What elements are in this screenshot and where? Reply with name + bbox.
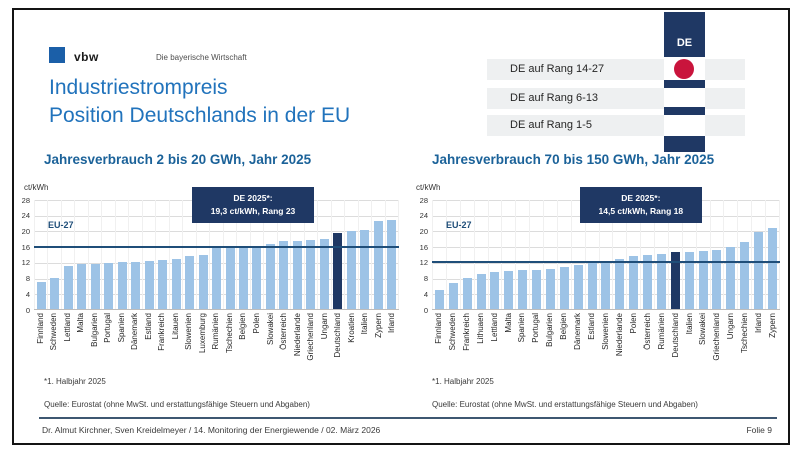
x-label-slot [156, 313, 170, 381]
x-label-slot [115, 313, 129, 381]
bar [546, 269, 555, 309]
bar [360, 230, 369, 309]
x-axis-label: Schweden [447, 313, 457, 351]
bar [306, 240, 315, 309]
x-label-slot [345, 313, 359, 381]
y-tick-label: 4 [25, 289, 30, 299]
x-axis-label: Schweden [49, 313, 59, 351]
bar-slot [558, 200, 572, 309]
bar-slot [75, 200, 88, 309]
x-axis-label: Tschechien [224, 313, 234, 354]
x-label-slot [752, 313, 766, 381]
rank-column-separator [664, 80, 705, 88]
bar-slot [62, 200, 75, 309]
bar [226, 247, 235, 309]
bar-slot [489, 200, 503, 309]
x-axis-label: Italien [360, 313, 370, 335]
rank-row-14-27: DE auf Rang 14-27 [487, 59, 745, 80]
x-label-slot [641, 313, 655, 381]
y-tick-label: 12 [419, 258, 428, 268]
x-axis-label: Zypern [373, 313, 383, 338]
bar-slot [116, 200, 129, 309]
x-axis-label: Malta [76, 313, 86, 333]
bar-slot [318, 200, 331, 309]
de-annotation-box [192, 187, 314, 223]
x-label-slot [88, 313, 102, 381]
x-axis-label: Ungarn [319, 313, 329, 340]
x-axis-label: Irland [387, 313, 397, 334]
x-axis-label: Lettland [62, 313, 72, 342]
x-label-slot [474, 313, 488, 381]
x-label-slot [516, 313, 530, 381]
y-axis-ticks [14, 195, 30, 315]
bar [449, 283, 458, 309]
bar [629, 256, 638, 309]
bar-slot [372, 200, 385, 309]
bar [374, 221, 383, 309]
bar-slot [386, 200, 399, 309]
bar [212, 247, 221, 309]
x-label-slot [291, 313, 305, 381]
bar [50, 278, 59, 309]
x-axis-label: Malta [503, 313, 513, 333]
bar [740, 242, 749, 309]
logo-brand: vbw [74, 50, 99, 64]
bar [560, 267, 569, 309]
x-label-slot [75, 313, 89, 381]
rank-column-header: DE [664, 12, 705, 57]
bar [199, 255, 208, 309]
bar [91, 264, 100, 309]
x-label-slot [142, 313, 156, 381]
x-axis-labels [432, 313, 780, 381]
x-axis-label: Österreich [642, 313, 652, 350]
vbw-logo-icon [49, 47, 65, 63]
chart-source: Quelle: Eurostat (ohne MwSt. und erstattungsfähige Steuern und Abgaben) [44, 400, 310, 409]
bar-slot [359, 200, 372, 309]
footer-divider [39, 417, 777, 419]
x-axis-labels [34, 313, 399, 381]
bar [252, 246, 261, 309]
x-axis-label: Niederlande [292, 313, 302, 357]
x-axis-label: Rumänien [211, 313, 221, 350]
bar-slot [129, 200, 142, 309]
x-label-slot [223, 313, 237, 381]
bar-slot [530, 200, 544, 309]
bar [615, 259, 624, 309]
x-axis-label: Slowenien [601, 313, 611, 350]
x-axis-label: Belgien [238, 313, 248, 340]
x-label-slot [48, 313, 62, 381]
bar [279, 241, 288, 309]
eu27-label: EU-27 [48, 220, 74, 230]
title-line-2: Position Deutschlands in der EU [49, 104, 351, 127]
x-label-slot [446, 313, 460, 381]
x-label-slot [129, 313, 143, 381]
bar [64, 266, 73, 309]
x-axis-label: Lettland [489, 313, 499, 342]
plot-area [34, 193, 399, 310]
x-axis-label: Finnland [35, 313, 45, 344]
bar-slot [143, 200, 156, 309]
x-label-slot [502, 313, 516, 381]
bar [387, 220, 396, 309]
bar [239, 246, 248, 309]
x-axis-label: Litauen [170, 313, 180, 340]
x-axis-label: Spanien [116, 313, 126, 343]
bar [477, 274, 486, 309]
bar [172, 259, 181, 309]
bar [145, 261, 154, 309]
annotation-line-1: DE 2025*: [621, 193, 661, 203]
logo-tagline: Die bayerische Wirtschaft [156, 53, 247, 62]
chart-footnote: *1. Halbjahr 2025 [44, 377, 106, 386]
x-label-slot [585, 313, 599, 381]
x-label-slot [277, 313, 291, 381]
eu27-line [432, 261, 780, 263]
x-axis-label: Slowenien [184, 313, 194, 350]
bar [131, 262, 140, 309]
bar [158, 260, 167, 309]
x-label-slot [210, 313, 224, 381]
x-axis-label: Kroatien [346, 313, 356, 343]
y-tick-label: 16 [21, 242, 30, 252]
y-tick-label: 24 [419, 211, 428, 221]
bar [574, 265, 583, 309]
x-label-slot [669, 313, 683, 381]
x-axis-label: Portugal [103, 313, 113, 343]
x-axis-label: Deutschland [333, 313, 343, 358]
bar-slot [345, 200, 358, 309]
x-label-slot [571, 313, 585, 381]
bar-slot [752, 200, 766, 309]
plot-area [432, 193, 780, 310]
x-axis-label: Slowakei [698, 313, 708, 346]
eu27-line [34, 246, 399, 248]
y-tick-label: 4 [423, 289, 428, 299]
bar-slot [102, 200, 115, 309]
x-label-slot [529, 313, 543, 381]
x-label-slot [683, 313, 697, 381]
x-axis-label: Griechenland [712, 313, 722, 361]
bar-slot [711, 200, 725, 309]
bar [104, 263, 113, 309]
bar [518, 270, 527, 309]
y-tick-label: 8 [25, 274, 30, 284]
x-label-slot [460, 313, 474, 381]
bar-slot [724, 200, 738, 309]
y-axis-unit: ct/kWh [24, 183, 49, 192]
x-label-slot [102, 313, 116, 381]
annotation-line-2: 19,3 ct/kWh, Rang 23 [210, 206, 296, 217]
x-axis-label: Bulgarien [545, 313, 555, 347]
bar [712, 250, 721, 309]
bar [266, 244, 275, 309]
chart-title: Jahresverbrauch 70 bis 150 GWh, Jahr 2025 [432, 152, 715, 167]
bar-slot [475, 200, 489, 309]
x-label-slot [488, 313, 502, 381]
x-label-slot [599, 313, 613, 381]
y-tick-label: 20 [419, 226, 428, 236]
x-axis-label: Dänemark [573, 313, 583, 350]
chart-2-20-gwh [14, 150, 404, 430]
x-axis-label: Spanien [517, 313, 527, 343]
rank-row-6-13: DE auf Rang 6-13 [487, 88, 745, 109]
y-tick-label: 28 [419, 195, 428, 205]
footer-credits: Dr. Almut Kirchner, Sven Kreidelmeyer / 14. Monitoring der Energiewende / 02. März 2026 [42, 425, 381, 435]
x-label-slot [655, 313, 669, 381]
bar-slot [766, 200, 780, 309]
rank-marker-dot [674, 59, 694, 79]
x-label-slot [710, 313, 724, 381]
bar-slot [332, 200, 345, 309]
x-axis-label: Polen [628, 313, 638, 334]
x-axis-label: Griechenland [306, 313, 316, 361]
x-axis-label: Ungarn [726, 313, 736, 340]
bar-slot [738, 200, 752, 309]
x-label-slot [738, 313, 752, 381]
bar [504, 271, 513, 309]
x-label-slot [432, 313, 446, 381]
bar-deutschland-highlight [333, 233, 342, 309]
x-label-slot [304, 313, 318, 381]
page-title [49, 74, 350, 130]
bar [726, 247, 735, 309]
x-label-slot [237, 313, 251, 381]
x-label-slot [264, 313, 278, 381]
x-label-slot [331, 313, 345, 381]
slide-number: Folie 9 [746, 425, 772, 435]
y-axis-ticks [412, 195, 428, 315]
bar [293, 241, 302, 309]
bar-slot [156, 200, 169, 309]
y-tick-label: 20 [21, 226, 30, 236]
bar-slot [170, 200, 183, 309]
y-tick-label: 8 [423, 274, 428, 284]
x-axis-label: Lithuaen [475, 313, 485, 344]
eu27-label: EU-27 [446, 220, 472, 230]
y-tick-label: 16 [419, 242, 428, 252]
x-axis-label: Belgien [559, 313, 569, 340]
x-axis-label: Frankreich [461, 313, 471, 351]
x-axis-label: Slowakei [265, 313, 275, 346]
x-axis-label: Tschechien [740, 313, 750, 354]
x-label-slot [697, 313, 711, 381]
y-tick-label: 24 [21, 211, 30, 221]
bar-slot [461, 200, 475, 309]
x-label-slot [543, 313, 557, 381]
chart-70-150-gwh [408, 150, 788, 430]
x-axis-label: Rumänien [656, 313, 666, 350]
y-tick-label: 12 [21, 258, 30, 268]
bar [347, 231, 356, 309]
x-label-slot [557, 313, 571, 381]
x-label-slot [372, 313, 386, 381]
x-axis-label: Luxemburg [197, 313, 207, 354]
x-label-slot [169, 313, 183, 381]
bar [588, 263, 597, 309]
x-label-slot [318, 313, 332, 381]
x-axis-label: Niederlande [614, 313, 624, 357]
rank-row-1-5: DE auf Rang 1-5 [487, 115, 745, 136]
x-label-slot [183, 313, 197, 381]
y-tick-label: 0 [423, 305, 428, 315]
annotation-line-2: 14,5 ct/kWh, Rang 18 [598, 206, 684, 217]
x-label-slot [724, 313, 738, 381]
x-label-slot [196, 313, 210, 381]
de-annotation-box [580, 187, 702, 223]
chart-footnote: *1. Halbjahr 2025 [432, 377, 494, 386]
x-axis-label: Zypern [768, 313, 778, 338]
rank-column-separator [664, 107, 705, 115]
x-axis-label: Frankreich [157, 313, 167, 351]
bar [532, 270, 541, 309]
bar [37, 282, 46, 309]
x-axis-label: Finnland [433, 313, 443, 344]
bar [463, 278, 472, 309]
x-axis-label: Estland [587, 313, 597, 340]
x-axis-label: Bulgarien [89, 313, 99, 347]
bar-slot [516, 200, 530, 309]
y-tick-label: 28 [21, 195, 30, 205]
bar-slot [89, 200, 102, 309]
bar [435, 290, 444, 309]
bar [768, 228, 777, 309]
bar [320, 239, 329, 309]
x-label-slot [613, 313, 627, 381]
chart-source: Quelle: Eurostat (ohne MwSt. und erstattungsfähige Steuern und Abgaben) [432, 400, 698, 409]
title-line-1: Industriestrompreis [49, 76, 228, 99]
bar-slot [34, 200, 48, 309]
bar [118, 262, 127, 309]
bar [490, 272, 499, 309]
x-label-slot [627, 313, 641, 381]
bar [77, 264, 86, 309]
bar [601, 262, 610, 309]
x-axis-label: Deutschland [670, 313, 680, 358]
y-tick-label: 0 [25, 305, 30, 315]
x-axis-label: Österreich [279, 313, 289, 350]
bar [754, 232, 763, 309]
bar [185, 256, 194, 309]
y-axis-unit: ct/kWh [416, 183, 441, 192]
bar-slot [447, 200, 461, 309]
x-axis-label: Dänemark [130, 313, 140, 350]
bar-slot [48, 200, 61, 309]
bar [699, 251, 708, 309]
x-label-slot [34, 313, 48, 381]
annotation-line-1: DE 2025*: [233, 193, 273, 203]
x-axis-label: Portugal [531, 313, 541, 343]
x-label-slot [385, 313, 399, 381]
x-label-slot [358, 313, 372, 381]
bar-slot [544, 200, 558, 309]
x-label-slot [61, 313, 75, 381]
x-axis-label: Italien [684, 313, 694, 335]
x-axis-label: Polen [252, 313, 261, 334]
x-axis-label: Irland [754, 313, 764, 334]
bar-slot [502, 200, 516, 309]
bar-slot [432, 200, 447, 309]
x-axis-label: Estland [143, 313, 153, 340]
slide [12, 8, 790, 445]
x-label-slot [250, 313, 264, 381]
x-label-slot [766, 313, 780, 381]
chart-title: Jahresverbrauch 2 bis 20 GWh, Jahr 2025 [44, 152, 312, 167]
